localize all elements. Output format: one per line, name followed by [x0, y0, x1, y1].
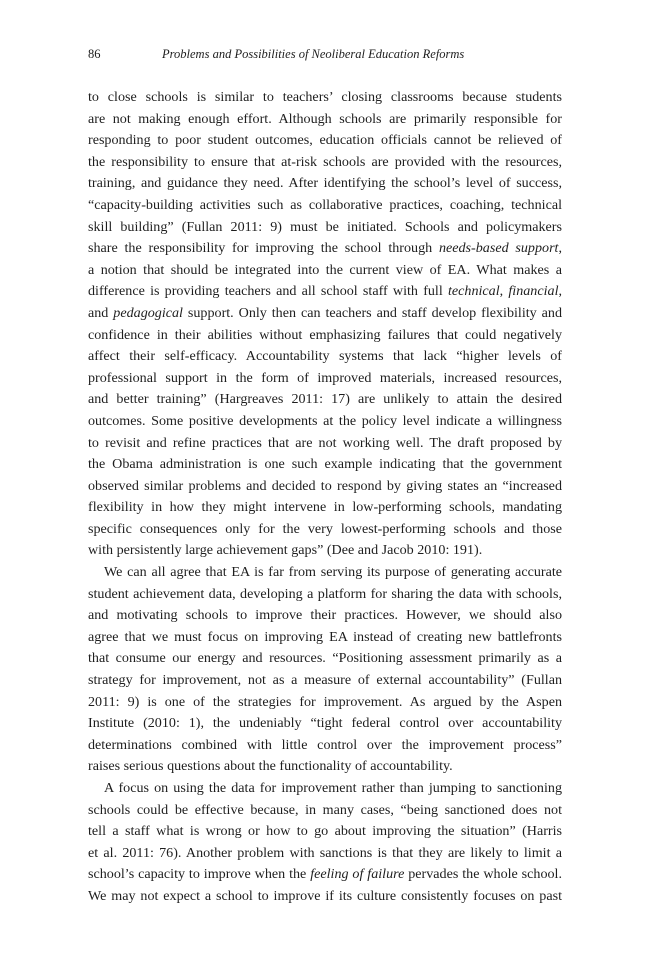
text-line: and better training” (Hargreaves 2011: 17) are unlikely to attain the desired — [88, 391, 562, 408]
text-line: tell a staff what is wrong or how to go about improving the situation” (Harris — [88, 823, 562, 840]
page-number: 86 — [88, 47, 101, 61]
text-line: are not making enough effort. Although schools are primarily responsible for — [88, 110, 562, 127]
text-line: A focus on using the data for improvement rather than jumping to sanctioning — [104, 780, 562, 796]
text-line: et al. 2011: 76). Another problem with sanctions is that they are likely to limit a — [88, 844, 562, 861]
text-line: professional support in the form of improved materials, increased resources, — [88, 369, 562, 386]
italic-term: needs-based support — [438, 240, 559, 257]
text-line: confidence in their abilities without emphasizing failures that could negatively — [88, 326, 562, 343]
italic-term: financial — [508, 283, 559, 300]
body-text — [88, 87, 562, 908]
text-line: to revisit and refine practices that are not working well. The draft proposed by — [88, 434, 562, 451]
text-line: with persistently large achievement gaps” (Dee and Jacob 2010: 191). — [88, 542, 483, 559]
text-line: and pedagogical support. Only then can teachers and staff develop flexibility and — [88, 304, 562, 321]
italic-term: technical — [447, 283, 500, 300]
text-line: raises serious questions about the functionality of accountability. — [88, 758, 453, 775]
text-line: training, and guidance they need. After identifying the school’s level of success, — [88, 175, 562, 192]
running-head-title: Problems and Possibilities of Neoliberal Education Reforms — [162, 47, 465, 61]
text-line: student achievement data, developing a platform for sharing the data with schools, — [88, 585, 562, 602]
text-line: observed similar problems and decided to respond by giving states an “increased — [88, 477, 562, 494]
text-line: affect their self-efficacy. Accountability systems that lack “higher levels of — [88, 348, 562, 365]
text-line: flexibility in how they might intervene in low-performing schools, mandating — [88, 499, 562, 516]
italic-term: pedagogical — [113, 304, 183, 321]
text-line: to close schools is similar to teachers’ closing classrooms because students — [88, 89, 562, 105]
text-line: difference is providing teachers and all school staff with full technical, financial, — [88, 283, 563, 300]
running-head — [88, 44, 562, 64]
text-line: the responsibility to ensure that at-risk schools are provided with the resources, — [88, 153, 562, 170]
text-line: agree that we must focus on improving EA instead of creating new battlefronts — [88, 628, 562, 645]
text-line: specific consequences only for the very lowest-performing schools and those — [88, 520, 562, 537]
text-line: strategy for improvement, not as a measure of external accountability” (Fullan — [88, 672, 562, 689]
text-line: determinations combined with little control over the improvement process” — [88, 736, 562, 753]
text-line: and motivating schools to improve their practices. However, we should also — [88, 607, 562, 624]
text-line: share the responsibility for improving the school through needs-based support, — [88, 240, 563, 257]
text-line: outcomes. Some positive developments at the policy level indicate a willingness — [88, 412, 562, 429]
text-line: 2011: 9) is one of the strategies for improvement. As argued by the Aspen — [88, 693, 562, 710]
text-line: Institute (2010: 1), the undeniably “tight federal control over accountability — [88, 715, 562, 732]
text-line: that consume our energy and resources. “Positioning assessment primarily as a — [88, 650, 562, 667]
text-line: schools could be effective because, in many cases, “being sanctioned does not — [88, 801, 562, 818]
text-line: skill building” (Fullan 2011: 9) must be initiated. Schools and policymakers — [88, 218, 562, 235]
text-line: a notion that should be integrated into the current view of EA. What makes a — [88, 261, 562, 278]
text-line: We may not expect a school to improve if its culture consistently focuses on past — [88, 887, 562, 904]
text-line: “capacity-building activities such as collaborative practices, coaching, technical — [88, 196, 562, 213]
text-line: the Obama administration is one such example indicating that the government — [88, 456, 562, 473]
text-line: responding to poor student outcomes, education officials cannot be relieved of — [88, 132, 562, 149]
text-line: We can all agree that EA is far from serving its purpose of generating accurate — [104, 564, 562, 581]
text-line: school’s capacity to improve when the feeling of failure pervades the whole school. — [88, 866, 562, 883]
italic-term: feeling of failure — [310, 866, 405, 883]
